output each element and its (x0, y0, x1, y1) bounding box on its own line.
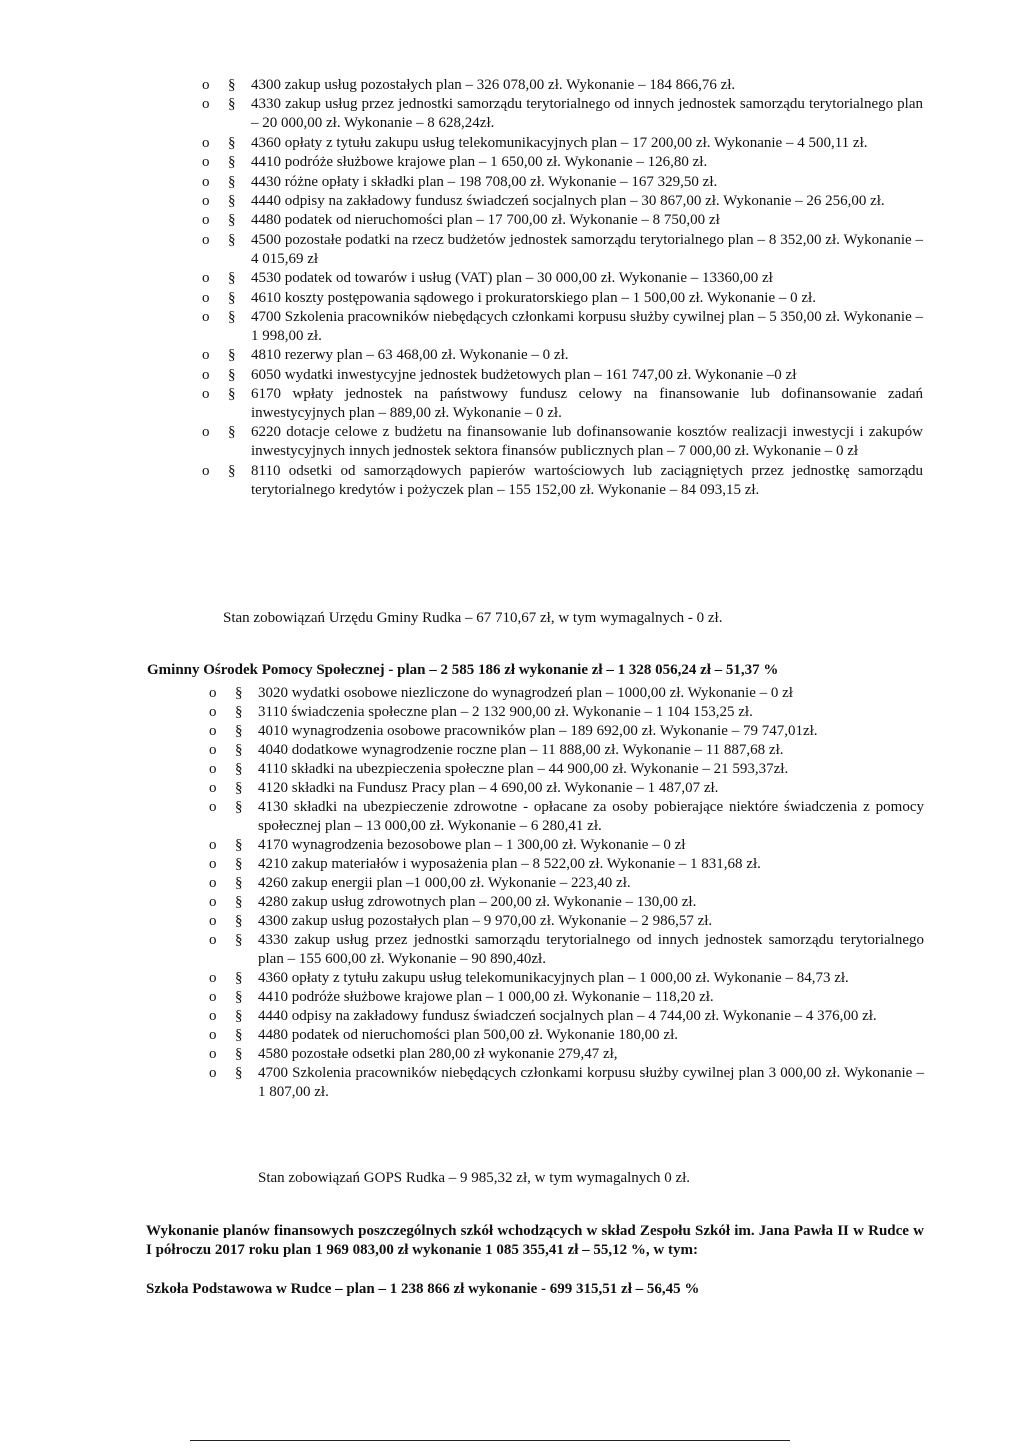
expense-item-gops (209, 1007, 924, 1026)
circle-bullet-icon: o (202, 192, 210, 209)
primary-school-summary: Szkoła Podstawowa w Rudce – plan – 1 238 866 zł wykonanie - 699 315,51 zł – 56,45 % (146, 1281, 700, 1297)
expense-list-urzad (202, 76, 923, 500)
circle-bullet-icon: o (209, 742, 217, 758)
list-item-text: 4440 odpisy na zakładowy fundusz świadczeń socjalnych plan – 4 744,00 zł. Wykonanie – 4 376,00 zł. (258, 1008, 877, 1024)
section-bullet-icon: § (235, 799, 243, 815)
circle-bullet-icon: o (209, 894, 217, 910)
section-bullet-icon: § (235, 1046, 243, 1062)
list-item-text: 4410 podróże służbowe krajowe plan – 1 000,00 zł. Wykonanie – 118,20 zł. (258, 989, 714, 1005)
expense-item-gops (209, 741, 924, 760)
circle-bullet-icon: o (202, 462, 210, 479)
section-bullet-icon: § (228, 77, 236, 93)
circle-bullet-icon: o (202, 134, 210, 151)
list-item-text: 4330 zakup usług przez jednostki samorządu terytorialnego od innych jednostek samorządu terytorialnego plan – 20 000,00 zł. Wykonanie – 8 628,24zł. (251, 96, 923, 132)
circle-bullet-icon: o (202, 347, 210, 364)
liabilities-gops-text: Stan zobowiązań GOPS Rudka – 9 985,32 zł, w tym wymagalnych 0 zł. (258, 1170, 691, 1186)
list-item-text: 4530 podatek od towarów i usług (VAT) plan – 30 000,00 zł. Wykonanie – 13360,00 zł (251, 270, 773, 287)
list-item-text: 4480 podatek od nieruchomości plan 500,00 zł. Wykonanie 180,00 zł. (258, 1027, 678, 1043)
expense-item-urzad (202, 385, 923, 423)
circle-bullet-icon: o (202, 173, 210, 190)
section-bullet-icon: § (228, 308, 236, 325)
section-bullet-icon: § (228, 462, 236, 479)
expense-item-gops (209, 1045, 924, 1064)
list-item-text: 4430 różne opłaty i składki plan – 198 708,00 zł. Wykonanie – 167 329,50 zł. (251, 173, 718, 190)
circle-bullet-icon: o (209, 685, 217, 701)
circle-bullet-icon: o (202, 231, 210, 248)
section-bullet-icon: § (228, 231, 236, 248)
circle-bullet-icon: o (209, 970, 217, 986)
expense-item-gops (209, 703, 924, 722)
section-bullet-icon: § (235, 894, 243, 910)
circle-bullet-icon: o (202, 366, 210, 383)
list-item-text: 4170 wynagrodzenia bezosobowe plan – 1 300,00 zł. Wykonanie – 0 zł (258, 837, 686, 853)
section-bullet-icon: § (235, 913, 243, 929)
circle-bullet-icon: o (209, 989, 217, 1005)
expense-item-urzad (202, 366, 923, 385)
circle-bullet-icon: o (209, 704, 217, 720)
expense-item-urzad (202, 269, 923, 288)
list-item-text: 4130 składki na ubezpieczenie zdrowotne - opłacane za osoby pobierające niektóre świadczenia z pomocy społecznej plan – 13 000,00 zł. Wykonanie – 6 280,41 zł. (258, 799, 924, 834)
footer-divider (190, 1440, 790, 1441)
list-item-text: 4300 zakup usług pozostałych plan – 9 970,00 zł. Wykonanie – 2 986,57 zł. (258, 913, 713, 929)
expense-item-gops (209, 893, 924, 912)
circle-bullet-icon: o (209, 1008, 217, 1024)
list-item-text: 4300 zakup usług pozostałych plan – 326 078,00 zł. Wykonanie – 184 866,76 zł. (251, 77, 736, 93)
section-bullet-icon: § (228, 212, 236, 229)
list-item-text: 6050 wydatki inwestycyjne jednostek budżetowych plan – 161 747,00 zł. Wykonanie –0 zł (251, 366, 797, 383)
expense-item-urzad (202, 192, 923, 211)
list-item-text: 4810 rezerwy plan – 63 468,00 zł. Wykonanie – 0 zł. (251, 347, 569, 364)
expense-item-gops (209, 931, 924, 969)
list-item-text: 4480 podatek od nieruchomości plan – 17 700,00 zł. Wykonanie – 8 750,00 zł (251, 212, 720, 229)
section-bullet-icon: § (235, 989, 243, 1005)
expense-item-gops (209, 836, 924, 855)
circle-bullet-icon: o (202, 386, 210, 403)
circle-bullet-icon: o (209, 780, 217, 796)
list-item-text: 4260 zakup energii plan –1 000,00 zł. Wykonanie – 223,40 zł. (258, 875, 631, 891)
list-item-text: 8110 odsetki od samorządowych papierów wartościowych lub zaciągniętych przez jednostkę samorządu terytorialnego kredytów i pożyczek plan – 155 152,00 zł. Wykonanie – 84 093,15 zł. (251, 462, 923, 498)
section-bullet-icon: § (228, 192, 236, 209)
expense-item-urzad (202, 76, 923, 95)
gops-heading: Gminny Ośrodek Pomocy Społecznej - plan – 2 585 186 zł wykonanie zł – 1 328 056,24 zł – 51,37 % (147, 662, 779, 678)
list-item-text: 6170 wpłaty jednostek na państwowy fundusz celowy na finansowanie lub dofinansowanie zadań inwestycyjnych plan – 889,00 zł. Wykonanie – 0 zł. (251, 386, 923, 422)
circle-bullet-icon: o (202, 270, 210, 287)
section-bullet-icon: § (228, 270, 236, 287)
list-item-text: 3110 świadczenia społeczne plan – 2 132 900,00 zł. Wykonanie – 1 104 153,25 zł. (258, 704, 753, 720)
circle-bullet-icon: o (209, 913, 217, 929)
section-bullet-icon: § (235, 723, 243, 739)
expense-item-urzad (202, 173, 923, 192)
expense-item-gops (209, 722, 924, 741)
circle-bullet-icon: o (202, 77, 210, 93)
list-item-text: 4280 zakup usług zdrowotnych plan – 200,00 zł. Wykonanie – 130,00 zł. (258, 894, 697, 910)
section-bullet-icon: § (235, 1027, 243, 1043)
expense-item-urzad (202, 346, 923, 365)
expense-item-gops (209, 874, 924, 893)
circle-bullet-icon: o (209, 875, 217, 891)
section-bullet-icon: § (228, 386, 236, 403)
section-bullet-icon: § (228, 424, 236, 441)
circle-bullet-icon: o (209, 856, 217, 872)
list-item-text: 4500 pozostałe podatki na rzecz budżetów jednostek samorządu terytorialnego plan – 8 352,00 zł. Wykonanie –4 015,69 zł (251, 231, 923, 267)
expense-item-gops (209, 779, 924, 798)
section-bullet-icon: § (235, 932, 243, 948)
circle-bullet-icon: o (209, 1065, 217, 1081)
circle-bullet-icon: o (202, 308, 210, 325)
circle-bullet-icon: o (209, 837, 217, 853)
section-bullet-icon: § (235, 742, 243, 758)
section-bullet-icon: § (228, 173, 236, 190)
section-bullet-icon: § (235, 685, 243, 701)
circle-bullet-icon: o (202, 424, 210, 441)
circle-bullet-icon: o (202, 212, 210, 229)
section-bullet-icon: § (228, 96, 236, 113)
list-item-text: 4700 Szkolenia pracowników niebędących członkami korpusu służby cywilnej plan 3 000,00 zł. Wykonanie – 1 807,00 zł. (258, 1065, 924, 1100)
list-item-text: 4700 Szkolenia pracowników niebędących członkami korpusu służby cywilnej plan – 5 350,00 zł. Wykonanie – 1 998,00 zł. (251, 308, 923, 344)
expense-item-gops (209, 684, 924, 703)
expense-item-urzad (202, 95, 923, 133)
expense-item-urzad (202, 289, 923, 308)
section-bullet-icon: § (235, 1065, 243, 1081)
expense-item-gops (209, 855, 924, 874)
section-bullet-icon: § (228, 289, 236, 306)
expense-item-urzad (202, 153, 923, 172)
section-bullet-icon: § (235, 970, 243, 986)
expense-item-gops (209, 988, 924, 1007)
circle-bullet-icon: o (209, 723, 217, 739)
section-bullet-icon: § (228, 366, 236, 383)
section-bullet-icon: § (235, 875, 243, 891)
section-bullet-icon: § (235, 856, 243, 872)
circle-bullet-icon: o (209, 1046, 217, 1062)
expense-item-gops (209, 798, 924, 836)
list-item-text: 4120 składki na Fundusz Pracy plan – 4 690,00 zł. Wykonanie – 1 487,07 zł. (258, 780, 719, 796)
list-item-text: 4610 koszty postępowania sądowego i prokuratorskiego plan – 1 500,00 zł. Wykonanie – 0 zł. (251, 289, 816, 306)
circle-bullet-icon: o (209, 761, 217, 777)
expense-list-gops (209, 684, 924, 1102)
list-item-text: 4360 opłaty z tytułu zakupu usług telekomunikacyjnych plan – 17 200,00 zł. Wykonanie – 4 500,11 zł. (251, 134, 868, 151)
circle-bullet-icon: o (209, 932, 217, 948)
expense-item-gops (209, 1064, 924, 1102)
list-item-text: 4360 opłaty z tytułu zakupu usług telekomunikacyjnych plan – 1 000,00 zł. Wykonanie – 84,73 zł. (258, 970, 849, 986)
circle-bullet-icon: o (202, 154, 210, 171)
section-bullet-icon: § (235, 1008, 243, 1024)
list-item-text: 4580 pozostałe odsetki plan 280,00 zł wykonanie 279,47 zł, (258, 1046, 618, 1062)
liabilities-urzad-text: Stan zobowiązań Urzędu Gminy Rudka – 67 710,67 zł, w tym wymagalnych - 0 zł. (223, 610, 723, 626)
section-bullet-icon: § (228, 154, 236, 171)
section-bullet-icon: § (235, 780, 243, 796)
circle-bullet-icon: o (202, 96, 210, 113)
section-bullet-icon: § (235, 704, 243, 720)
expense-item-gops (209, 969, 924, 988)
expense-item-gops (209, 760, 924, 779)
section-bullet-icon: § (228, 134, 236, 151)
expense-item-urzad (202, 462, 923, 500)
list-item-text: 4110 składki na ubezpieczenia społeczne plan – 44 900,00 zł. Wykonanie – 21 593,37zł. (258, 761, 789, 777)
list-item-text: 4440 odpisy na zakładowy fundusz świadczeń socjalnych plan – 30 867,00 zł. Wykonanie – 26 256,00 zł. (251, 192, 885, 209)
circle-bullet-icon: o (202, 289, 210, 306)
section-bullet-icon: § (228, 347, 236, 364)
circle-bullet-icon: o (209, 1027, 217, 1043)
list-item-text: 4410 podróże służbowe krajowe plan – 1 650,00 zł. Wykonanie – 126,80 zł. (251, 154, 708, 171)
section-bullet-icon: § (235, 761, 243, 777)
schools-summary-heading: Wykonanie planów finansowych poszczególnych szkół wchodzących w skład Zespołu Szkół im. Jana Pawła II w Rudce w I półroczu 2017 roku plan 1 969 083,00 zł wykonanie 1 085 355,41 zł – 55,12 %, w tym: (146, 1223, 924, 1258)
expense-item-urzad (202, 231, 923, 269)
expense-item-urzad (202, 134, 923, 153)
expense-item-urzad (202, 423, 923, 461)
expense-item-urzad (202, 308, 923, 346)
expense-item-urzad (202, 211, 923, 230)
expense-item-gops (209, 912, 924, 931)
circle-bullet-icon: o (209, 799, 217, 815)
list-item-text: 4210 zakup materiałów i wyposażenia plan – 8 522,00 zł. Wykonanie – 1 831,68 zł. (258, 856, 761, 872)
list-item-text: 4040 dodatkowe wynagrodzenie roczne plan – 11 888,00 zł. Wykonanie – 11 887,68 zł. (258, 742, 784, 758)
list-item-text: 3020 wydatki osobowe niezliczone do wynagrodzeń plan – 1000,00 zł. Wykonanie – 0 zł (258, 685, 793, 701)
list-item-text: 4010 wynagrodzenia osobowe pracowników plan – 189 692,00 zł. Wykonanie – 79 747,01zł. (258, 723, 818, 739)
expense-item-gops (209, 1026, 924, 1045)
list-item-text: 6220 dotacje celowe z budżetu na finansowanie lub dofinansowanie kosztów realizacji inwestycji i zakupów inwestycyjnych innych jednostek sektora finansów publicznych plan – 7 000,00 zł. Wykonanie – 0 zł (251, 424, 923, 460)
list-item-text: 4330 zakup usług przez jednostki samorządu terytorialnego od innych jednostek samorządu terytorialnego plan – 155 600,00 zł. Wykonanie – 90 890,40zł. (258, 932, 924, 967)
section-bullet-icon: § (235, 837, 243, 853)
